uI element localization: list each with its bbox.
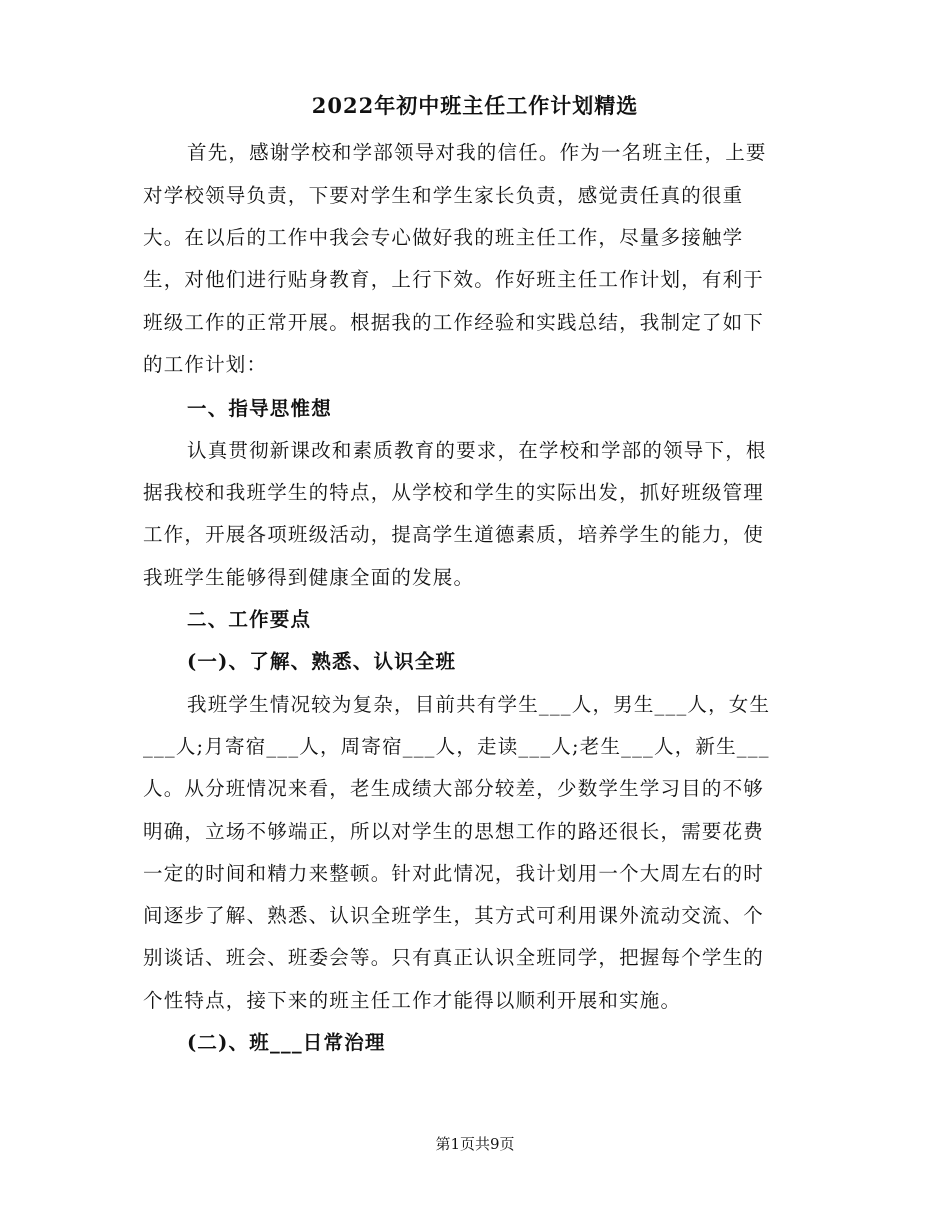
paragraph-line: 班级工作的正常开展。根据我的工作经验和实践总结，我制定了如下 xyxy=(143,311,765,334)
subsection-heading: (二)、班___日常治理 xyxy=(187,1031,386,1054)
paragraph-line: 认真贯彻新课改和素质教育的要求，在学校和学部的领导下，根 xyxy=(187,439,767,462)
paragraph-line: ___人;月寄宿___人，周寄宿___人，走读___人;老生___人，新生___ xyxy=(143,735,770,758)
paragraph-line: 对学校领导负责，下要对学生和学生家长负责，感觉责任真的很重 xyxy=(143,184,744,207)
paragraph-line: 生，对他们进行贴身教育，上行下效。作好班主任工作计划，有利于 xyxy=(143,268,765,291)
paragraph-line: 我班学生能够得到健康全面的发展。 xyxy=(143,566,475,589)
paragraph-line: 一定的时间和精力来整顿。针对此情况，我计划用一个大周左右的时 xyxy=(143,862,765,885)
section-heading: 一、指导思惟想 xyxy=(187,397,332,420)
paragraph-line: 我班学生情况较为复杂，目前共有学生___人，男生___人，女生 xyxy=(187,693,771,716)
section-heading: 二、工作要点 xyxy=(187,608,312,631)
subsection-heading: (一)、了解、熟悉、认识全班 xyxy=(187,650,457,673)
page-number: 第1页共9页 xyxy=(435,1135,515,1153)
paragraph-line: 个性特点，接下来的班主任工作才能得以顺利开展和实施。 xyxy=(143,989,682,1012)
paragraph-line: 首先，感谢学校和学部领导对我的信任。作为一名班主任，上要 xyxy=(187,141,767,164)
document-title: 2022年初中班主任工作计划精选 xyxy=(311,93,639,118)
paragraph-line: 别谈话、班会、班委会等。只有真正认识全班同学，把握每个学生的 xyxy=(143,946,765,969)
paragraph-line: 的工作计划： xyxy=(143,353,268,376)
paragraph-line: 工作，开展各项班级活动，提高学生道德素质，培养学生的能力，使 xyxy=(143,523,765,546)
paragraph-line: 间逐步了解、熟悉、认识全班学生，其方式可利用课外流动交流、个 xyxy=(143,904,765,927)
paragraph-line: 人。从分班情况来看，老生成绩大部分较差，少数学生学习目的不够 xyxy=(143,777,765,800)
paragraph-line: 据我校和我班学生的特点，从学校和学生的实际出发，抓好班级管理 xyxy=(143,481,765,504)
paragraph-line: 明确，立场不够端正，所以对学生的思想工作的路还很长，需要花费 xyxy=(143,820,765,843)
paragraph-line: 大。在以后的工作中我会专心做好我的班主任工作，尽量多接触学 xyxy=(143,226,744,249)
